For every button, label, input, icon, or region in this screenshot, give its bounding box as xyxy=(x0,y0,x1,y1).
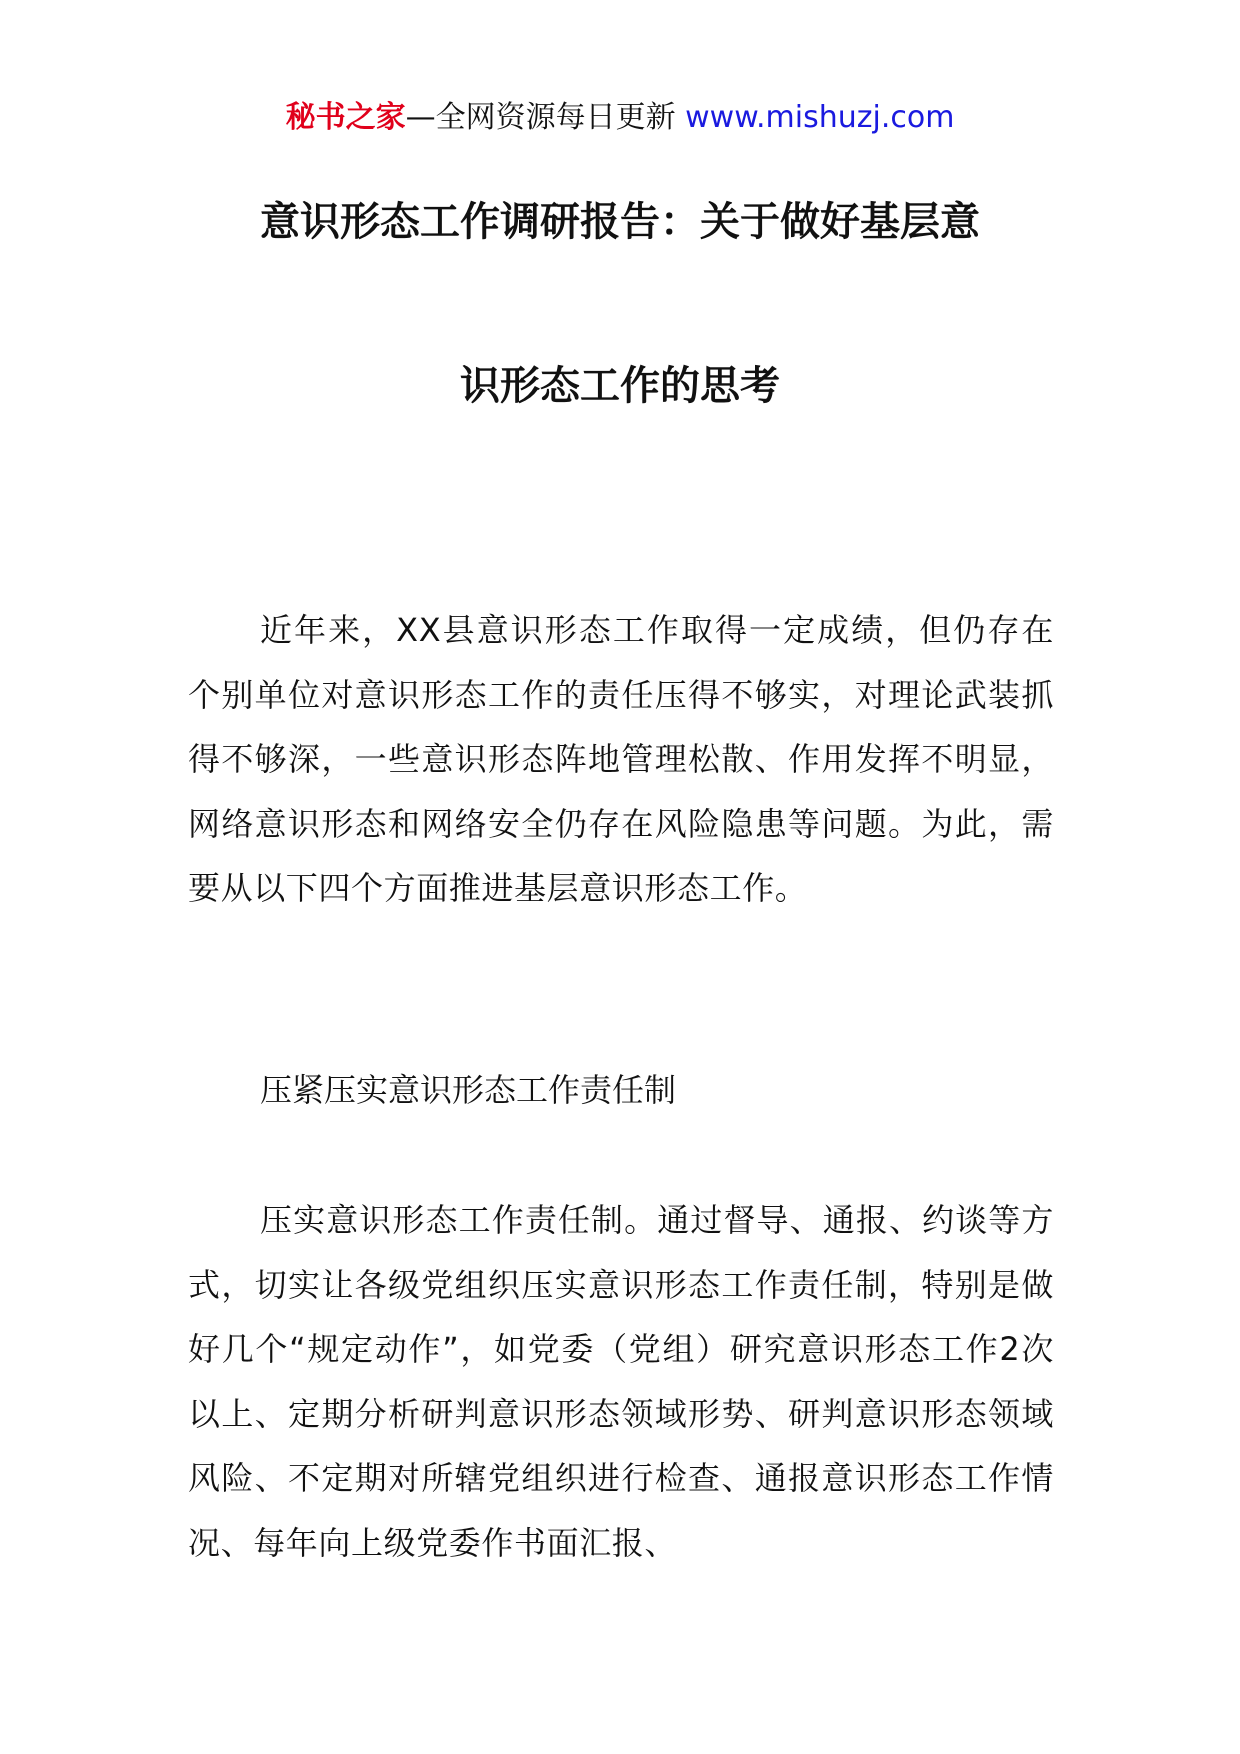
site-header xyxy=(0,98,1240,138)
header-tagline: —全网资源每日更新 xyxy=(405,100,686,135)
site-url-link[interactable]: www.mishuzj.com xyxy=(685,100,955,135)
document-title-line-1: 意识形态工作调研报告：关于做好基层意 xyxy=(260,199,980,245)
section-heading: 压紧压实意识形态工作责任制 xyxy=(260,1071,677,1109)
document-title-line-2: 识形态工作的思考 xyxy=(460,363,780,409)
section-paragraph: 压实意识形态工作责任制。通过督导、通报、约谈等方式，切实让各级党组织压实意识形态工作责任制，特别是做好几个“规定动作”，如党委（党组）研究意识形态工作2次以上、定期分析研判意识形态领域形势、研判意识形态领域风险、不定期对所辖党组织进行检查、通报意识形态工作情况、每年向上级党委作书面汇报、 xyxy=(188,1201,1054,1562)
brand-name: 秘书之家 xyxy=(285,100,406,135)
intro-paragraph: 近年来，XX县意识形态工作取得一定成绩，但仍存在个别单位对意识形态工作的责任压得不够实，对理论武装抓得不够深，一些意识形态阵地管理松散、作用发挥不明显，网络意识形态和网络安全仍存在风险隐患等问题。为此，需要从以下四个方面推进基层意识形态工作。 xyxy=(188,611,1054,907)
